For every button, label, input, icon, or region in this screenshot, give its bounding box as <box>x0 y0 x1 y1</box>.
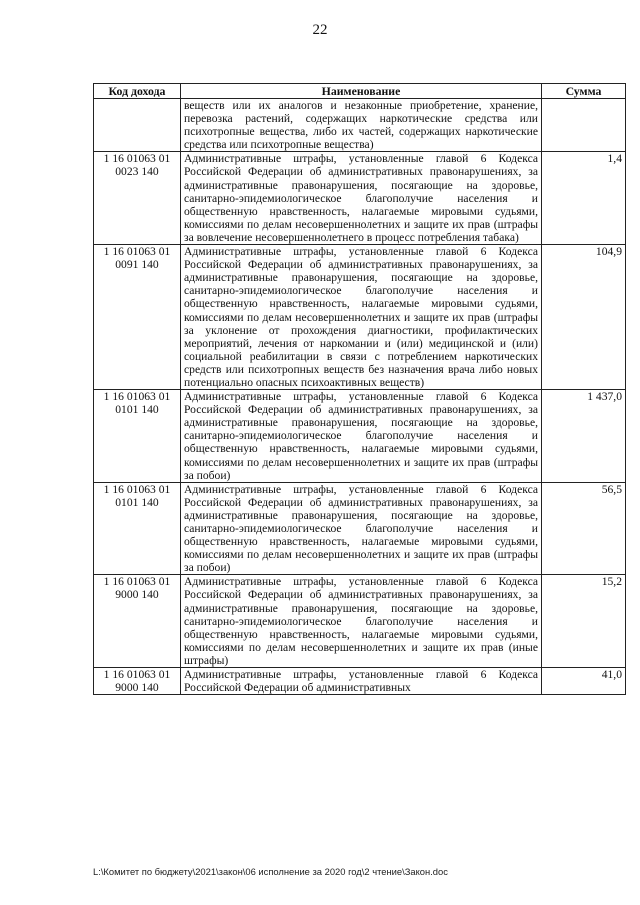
table-row <box>94 99 626 152</box>
document-file-path: L:\Комитет по бюджету\2021\закон\06 исполнение за 2020 год\2 чтение\Закон.doc <box>93 866 448 877</box>
revenue-code: 1 16 01063 01 0101 140 <box>94 482 181 575</box>
table-header-row <box>94 84 626 99</box>
table-row <box>94 482 626 575</box>
column-header-name: Наименование <box>181 84 542 99</box>
revenue-code: 1 16 01063 01 0091 140 <box>94 245 181 390</box>
revenue-code: 1 16 01063 01 0023 140 <box>94 152 181 245</box>
table-row <box>94 575 626 668</box>
table-row <box>94 152 626 245</box>
revenue-sum: 1 437,0 <box>542 390 626 483</box>
revenue-code <box>94 99 181 152</box>
revenue-sum: 56,5 <box>542 482 626 575</box>
page-number: 22 <box>312 22 328 38</box>
column-header-sum: Сумма <box>542 84 626 99</box>
revenue-sum <box>542 99 626 152</box>
revenue-name: Административные штрафы, установленные главой 6 Кодекса Российской Федерации об административных правонарушениях, за административные правонарушения, посягающие на здоровье, санитарно-эпидемиологическое благополучие населения и общественную нравственность, налагаемые мировыми судьями, комиссиями по делам несовершеннолетних и защите их прав (штрафы за побои) <box>181 390 542 483</box>
table-row <box>94 390 626 483</box>
revenue-sum: 41,0 <box>542 668 626 695</box>
revenue-sum: 15,2 <box>542 575 626 668</box>
revenue-code: 1 16 01063 01 0101 140 <box>94 390 181 483</box>
revenue-sum: 104,9 <box>542 245 626 390</box>
revenue-table <box>93 83 626 695</box>
revenue-name: веществ или их аналогов и незаконные приобретение, хранение, перевозка растений, содержащих наркотические средства или психотропные вещества, либо их частей, содержащих наркотические средства или психотропные вещества) <box>181 99 542 152</box>
revenue-name: Административные штрафы, установленные главой 6 Кодекса Российской Федерации об административных <box>181 668 542 695</box>
table-row <box>94 668 626 695</box>
table-row <box>94 245 626 390</box>
revenue-name: Административные штрафы, установленные главой 6 Кодекса Российской Федерации об административных правонарушениях, за административные правонарушения, посягающие на здоровье, санитарно-эпидемиологическое благополучие населения и общественную нравственность, налагаемые мировыми судьями, комиссиями по делам несовершеннолетних и защите их прав (штрафы за вовлечение несовершеннолетнего в процесс потребления табака) <box>181 152 542 245</box>
revenue-name: Административные штрафы, установленные главой 6 Кодекса Российской Федерации об административных правонарушениях, за административные правонарушения, посягающие на здоровье, санитарно-эпидемиологическое благополучие населения и общественную нравственность, налагаемые мировыми судьями, комиссиями по делам несовершеннолетних и защите их прав (иные штрафы) <box>181 575 542 668</box>
revenue-name: Административные штрафы, установленные главой 6 Кодекса Российской Федерации об административных правонарушениях, за административные правонарушения, посягающие на здоровье, санитарно-эпидемиологическое благополучие населения и общественную нравственность, налагаемые мировыми судьями, комиссиями по делам несовершеннолетних и защите их прав (штрафы за уклонение от прохождения диагностики, профилактических мероприятий, лечения от наркомании и (или) медицинской и (или) социальной реабилитации в связи с потреблением наркотических средств или психотропных веществ без назначения врача либо новых потенциально опасных психоактивных веществ) <box>181 245 542 390</box>
revenue-code: 1 16 01063 01 9000 140 <box>94 668 181 695</box>
revenue-sum: 1,4 <box>542 152 626 245</box>
revenue-name: Административные штрафы, установленные главой 6 Кодекса Российской Федерации об административных правонарушениях, за административные правонарушения, посягающие на здоровье, санитарно-эпидемиологическое благополучие населения и общественную нравственность, налагаемые мировыми судьями, комиссиями по делам несовершеннолетних и защите их прав (штрафы за побои) <box>181 482 542 575</box>
revenue-code: 1 16 01063 01 9000 140 <box>94 575 181 668</box>
column-header-code: Код дохода <box>94 84 181 99</box>
